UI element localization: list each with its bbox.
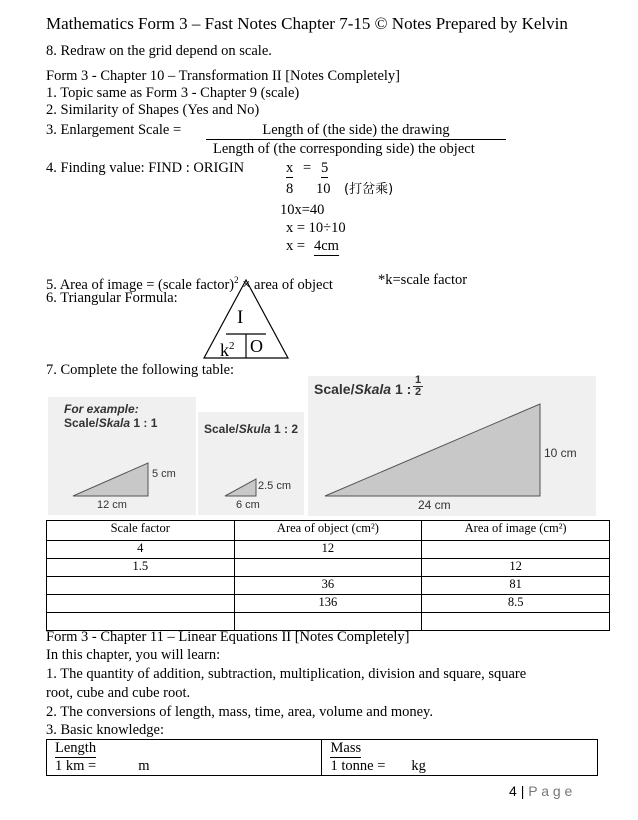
tri1-base-label: 12 cm [97,499,127,511]
item-5-text: 5. Area of image = (scale factor) [46,276,235,293]
chapter-11-title: Form 3 - Chapter 11 – Linear Equations II [Notes Completely] [46,629,410,645]
page-label: P a g e [528,783,573,799]
scale-label-2-c: 1 : 2 [270,422,299,436]
table-cell [234,559,422,577]
length-heading: Length [55,740,97,756]
enlargement-denominator: Length of (the corresponding side) the object [213,141,475,157]
table-row [47,559,610,577]
table-cell: 4 [47,541,235,559]
formula-equals: = [303,160,312,176]
page-header: Mathematics Form 3 – Fast Notes Chapter 7-15 © Notes Prepared by Kelvin [46,14,568,33]
ch11-point-2: 2. The conversions of length, mass, time, area, volume and money. [46,704,433,720]
ch11-point-3: 3. Basic knowledge: [46,722,164,738]
scale-label-1-c: 1 : 1 [130,416,158,430]
table-cell [322,740,598,776]
scale-label-1-a: Scale/ [64,416,99,430]
triangle-k: k [220,340,229,360]
length-conversion: 1 km = [55,758,97,774]
ch10-item-4-label: 4. Finding value: FIND : ORIGIN [46,160,245,176]
scale-label-3-c: 1 : [391,381,412,397]
tri1-height-label: 5 cm [152,468,176,480]
table-cell: 12 [234,541,422,559]
step-3-value: 4cm [314,238,339,254]
table-cell [422,541,610,559]
ch10-item-7: 7. Complete the following table: [46,362,235,378]
tri3-base-label: 24 cm [418,498,451,512]
table-header-row [47,521,610,541]
length-unit: m [138,758,150,774]
page-number: 4 [509,783,517,799]
fraction-numerator: 1 [414,374,422,386]
table-header-cell: Area of object (cm²) [234,521,422,541]
triangle-top-label: I [237,307,244,328]
enlargement-numerator: Length of (the side) the drawing [206,122,506,140]
scale-label-1-b: Skala [98,416,131,430]
triangle-left-label [220,335,235,361]
ch10-item-2: 2. Similarity of Shapes (Yes and No) [46,102,260,118]
table-cell: 136 [234,595,422,613]
table-cell [47,577,235,595]
ch11-point-1b: root, cube and cube root. [46,685,191,701]
item-5-text-end: × area of object [238,276,333,293]
figure-example-label: For example: [64,402,139,416]
triangle-scale-3 [325,404,540,496]
scale-label-3-a: Scale/ [314,381,355,397]
triangles-figure [48,376,598,516]
step-2: x = 10÷10 [286,220,346,236]
scale-label-2-a: Scale/ [204,422,239,436]
table-cell [422,613,610,631]
tri2-height-label: 2.5 cm [258,480,292,492]
step-3-prefix: x = [286,238,306,254]
triangle-k-superscript: 2 [229,340,235,352]
triangle-right-label: O [250,336,263,356]
formula-note: (打岔乘) [344,182,394,197]
scale-label-3-b: Skala [354,381,392,397]
formula-8: 8 [286,181,294,197]
mass-unit: kg [411,758,426,774]
ch11-intro: In this chapter, you will learn: [46,647,221,663]
triangle-formula-diagram [200,278,292,360]
formula-10: 10 [316,181,331,197]
table-header-cell: Area of image (cm²) [422,521,610,541]
ch10-item-3-label: 3. Enlargement Scale = [46,122,182,138]
mass-conversion: 1 tonne = [330,758,386,774]
table-cell [47,740,322,776]
chapter-10-title: Form 3 - Chapter 10 – Transformation II [Notes Completely] [46,68,400,84]
table-header-cell: Scale factor [47,521,235,541]
table-cell [47,595,235,613]
item-5-superscript: 2 [234,275,239,285]
table-cell: 1.5 [47,559,235,577]
table-cell: 81 [422,577,610,595]
ch10-item-1: 1. Topic same as Form 3 - Chapter 9 (scale) [46,85,300,101]
table-cell: 8.5 [422,595,610,613]
table-cell [234,613,422,631]
page-footer [509,783,572,799]
formula-5: 5 [321,160,329,176]
table-cell [47,613,235,631]
triangle-scale-2 [225,479,256,496]
step-1: 10x=40 [280,202,325,218]
tri2-base-label: 6 cm [236,499,260,511]
fraction-denominator: 2 [414,386,422,398]
table-cell: 36 [234,577,422,595]
table-row [47,595,610,613]
formula-x: x [286,160,294,176]
basic-knowledge-table [46,739,598,776]
scale-table [46,520,610,631]
line-8: 8. Redraw on the grid depend on scale. [46,43,272,59]
table-row [47,541,610,559]
table-row [47,577,610,595]
table-cell: 12 [422,559,610,577]
triangle-scale-1 [73,463,148,496]
scale-factor-note: *k=scale factor [378,272,468,288]
ch11-point-1a: 1. The quantity of addition, subtraction, multiplication, division and square, square [46,666,527,682]
footer-separator: | [520,783,525,799]
table-row [47,613,610,631]
ch10-item-6: 6. Triangular Formula: [46,290,178,306]
tri3-height-label: 10 cm [544,446,577,460]
scale-label-2-b: Skula [238,422,271,436]
mass-heading: Mass [330,740,362,756]
table-row [47,740,598,776]
